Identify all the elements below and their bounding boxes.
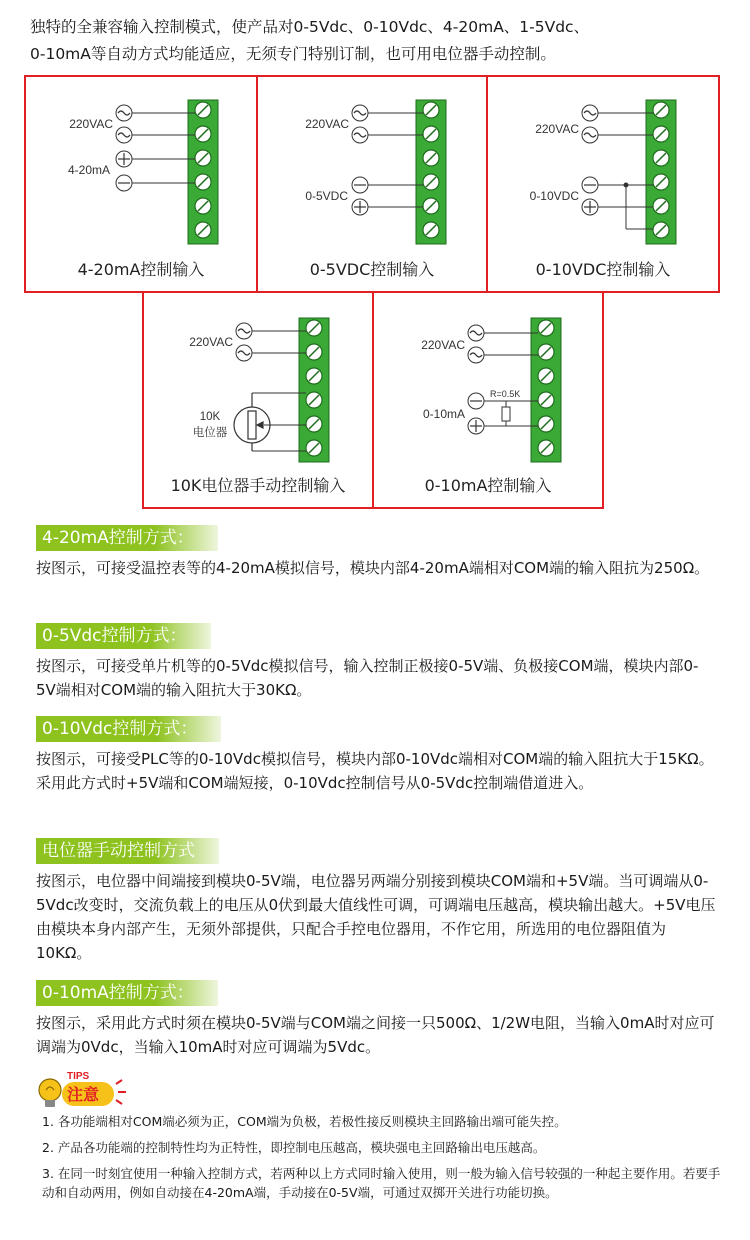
diagram-0-5vdc: [256, 75, 488, 293]
ac-label: 220VAC: [69, 117, 113, 131]
diagram-4-20ma: [24, 75, 258, 293]
section-body: 按图示，可接受PLC等的0-10Vdc模拟信号，模块内部0-10Vdc端相对COM端的输入阻抗大于15KΩ。采用此方式时+5V端和COM端短接，0-10Vdc控制信号从0-5Vdc控制端借道进入。: [36, 750, 714, 792]
ac-label: 220VAC: [305, 117, 349, 131]
section-body: 按图示，可接受单片机等的0-5Vdc模拟信号，输入控制正极接0-5V端、负极接COM端，模块内部0-5V端相对COM端的输入阻抗大于30KΩ。: [36, 657, 699, 699]
note-item: 3. 在同一时刻宜使用一种输入控制方式，若两种以上方式同时输入使用，则一般为输入信号较强的一种起主要作用。若要手动和自动两用，例如自动接在4-20mA端，手动接在0-5V端，可通过双掷开关进行功能切换。: [42, 1166, 721, 1200]
section-title: 0-5Vdc控制方式：: [36, 623, 211, 649]
section-body: 按图示，电位器中间端接到模块0-5V端，电位器另两端分别接到模块COM端和+5V端。当可调端从0-5Vdc改变时，交流负载上的电压从0伏到最大值线性可调，可调端电压越高，模块输出越大。+5V电压由模块本身内部产生，无须外部提供，只配合手控电位器用，不作它用，所选用的电位器阻值为10KΩ。: [36, 872, 716, 962]
diagram-caption: 0-5VDC控制输入: [309, 260, 435, 279]
section-0-10ma: [36, 980, 716, 1059]
ac-label: 220VAC: [421, 338, 465, 352]
diagram-caption: 10K电位器手动控制输入: [170, 476, 346, 495]
signal-label: 0-10mA: [422, 407, 465, 421]
diagram-0-10vdc: [486, 75, 720, 293]
diagram-caption: 0-10mA控制输入: [424, 476, 552, 495]
section-0-10vdc: [36, 716, 716, 795]
section-potentiometer: [36, 838, 716, 965]
diagram-caption: 0-10VDC控制输入: [535, 260, 671, 279]
section-4-20ma: [36, 525, 716, 580]
signal-label: 4-20mA: [67, 163, 110, 177]
diagram-0-10ma: [372, 291, 604, 509]
ac-label: 220VAC: [189, 335, 233, 349]
lightbulb-icon: [36, 1070, 146, 1110]
tips-label: TIPS: [67, 1071, 90, 1082]
section-title: 0-10mA控制方式：: [36, 980, 218, 1006]
diagram-potentiometer: [142, 291, 374, 509]
resistor-label: R=0.5K: [490, 389, 521, 399]
intro-line-2: 0-10mA等自动方式均能适应，无须专门特别订制，也可用电位器手动控制。: [30, 45, 556, 63]
section-title: 4-20mA控制方式：: [36, 525, 218, 551]
section-title: 0-10Vdc控制方式：: [36, 716, 221, 742]
diagram-caption: 4-20mA控制输入: [77, 260, 205, 279]
note-item: 1. 各功能端相对COM端必须为正，COM端为负极，若极性接反则模块主回路输出端可能失控。: [42, 1114, 567, 1129]
section-title: 电位器手动控制方式: [36, 838, 219, 864]
resistor-icon: [502, 407, 510, 421]
notes-list: [42, 1112, 732, 1209]
pot-name-label: 电位器: [192, 425, 228, 439]
signal-label: 0-10VDC: [529, 189, 579, 203]
section-body: 按图示，可接受温控表等的4-20mA模拟信号，模块内部4-20mA端相对COM端的输入阻抗为250Ω。: [36, 559, 710, 577]
ac-label: 220VAC: [535, 122, 579, 136]
tips-badge: [36, 1070, 146, 1114]
intro-text: [30, 14, 730, 68]
pot-value-label: 10K: [199, 411, 221, 423]
intro-line-1: 独特的全兼容输入控制模式，使产品对0-5Vdc、0-10Vdc、4-20mA、1-5Vdc、: [30, 18, 590, 36]
section-body: 按图示，采用此方式时须在模块0-5V端与COM端之间接一只500Ω、1/2W电阻，当输入0mA时对应可调端为0Vdc，当输入10mA时对应可调端为5Vdc。: [36, 1014, 715, 1056]
tips-title: 注意: [67, 1085, 100, 1104]
section-0-5vdc: [36, 623, 716, 702]
note-item: 2. 产品各功能端的控制特性均为正特性，即控制电压越高，模块强电主回路输出电压越高。: [42, 1140, 546, 1155]
signal-label: 0-5VDC: [305, 189, 348, 203]
